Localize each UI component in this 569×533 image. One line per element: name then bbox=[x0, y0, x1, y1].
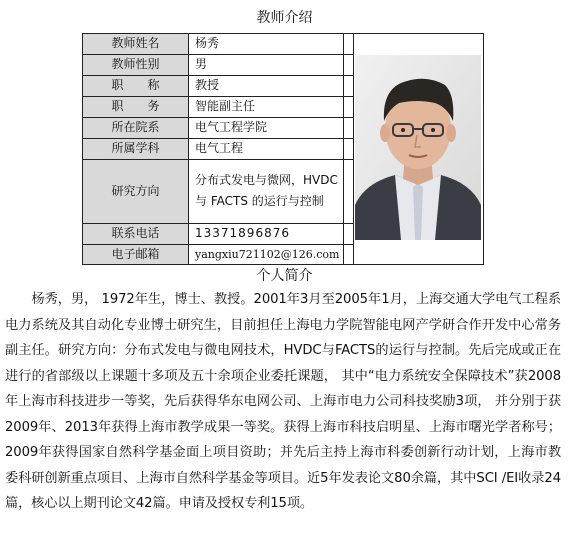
field-label-rank: 职 称 bbox=[83, 75, 189, 96]
table-row bbox=[83, 117, 354, 138]
profile-card bbox=[82, 33, 484, 265]
field-label-position: 职 务 bbox=[83, 96, 189, 117]
table-row bbox=[83, 34, 354, 54]
field-value-gender: 男 bbox=[189, 54, 354, 75]
field-label-email: 电子邮箱 bbox=[83, 244, 189, 264]
field-value-rank: 教授 bbox=[189, 75, 354, 96]
table-row bbox=[83, 54, 354, 75]
field-label-name: 教师姓名 bbox=[83, 34, 189, 54]
page-title: 教师介绍 bbox=[256, 10, 313, 26]
portrait-image bbox=[355, 55, 481, 240]
field-value-email: yangxiu721102@126.com bbox=[189, 244, 354, 264]
table-row bbox=[83, 75, 354, 96]
field-label-gender: 教师性别 bbox=[83, 54, 189, 75]
field-value-research: 分布式发电与微网，HVDC 与 FACTS 的运行与控制 bbox=[189, 159, 354, 223]
field-label-phone: 联系电话 bbox=[83, 223, 189, 244]
field-value-position: 智能副主任 bbox=[189, 96, 354, 117]
field-label-department: 所在院系 bbox=[83, 117, 189, 138]
table-row bbox=[83, 159, 354, 223]
table-row bbox=[83, 244, 354, 264]
field-value-discipline: 电气工程 bbox=[189, 138, 354, 159]
field-value-name: 杨秀 bbox=[189, 34, 354, 54]
field-label-research: 研究方向 bbox=[83, 159, 189, 223]
table-row bbox=[83, 223, 354, 244]
info-table bbox=[83, 34, 354, 264]
teacher-photo bbox=[355, 55, 481, 240]
field-value-phone: 13371896876 bbox=[189, 223, 354, 244]
bio-paragraph: 杨秀，男， 1972年生，博士、教授。2001年3月至2005年1月，上海交通大学电气工程系电力系统及其自动化专业博士研究生，目前担任上海电力学院智能电网产学研合作开发中心常务副主任。研究方向：分布式发电与微电网技术，HVDC与FACTS的运行与控制。先后完成或正在进行的省部级以上课题十多项及五十余项企业委托课题， 其中“电力系统安全保障技术”获2008年上海市科技进步一等奖，先后获得华东电网公司、上海市电力公司科技奖励3项， 并分别于获2009年、2013年获得上海市教学成果一等奖。获得上海市科技启明星、上海市曙光学者称号； 2009年获得国家自然科学基金面上项目资助；并先后主持上海市科委创新行动计划，上海市教委科研创新重点项目、上海市自然科学基金等项目。近5年发表论文80余篇，其中SCI /EI收录24篇，核心以上期刊论文42篇。申请及授权专利15项。 bbox=[5, 292, 561, 511]
field-value-department: 电气工程学院 bbox=[189, 117, 354, 138]
photo-cell bbox=[343, 34, 484, 264]
table-row bbox=[83, 138, 354, 159]
field-label-discipline: 所属学科 bbox=[83, 138, 189, 159]
bio-heading: 个人简介 bbox=[256, 268, 313, 284]
table-row bbox=[83, 96, 354, 117]
